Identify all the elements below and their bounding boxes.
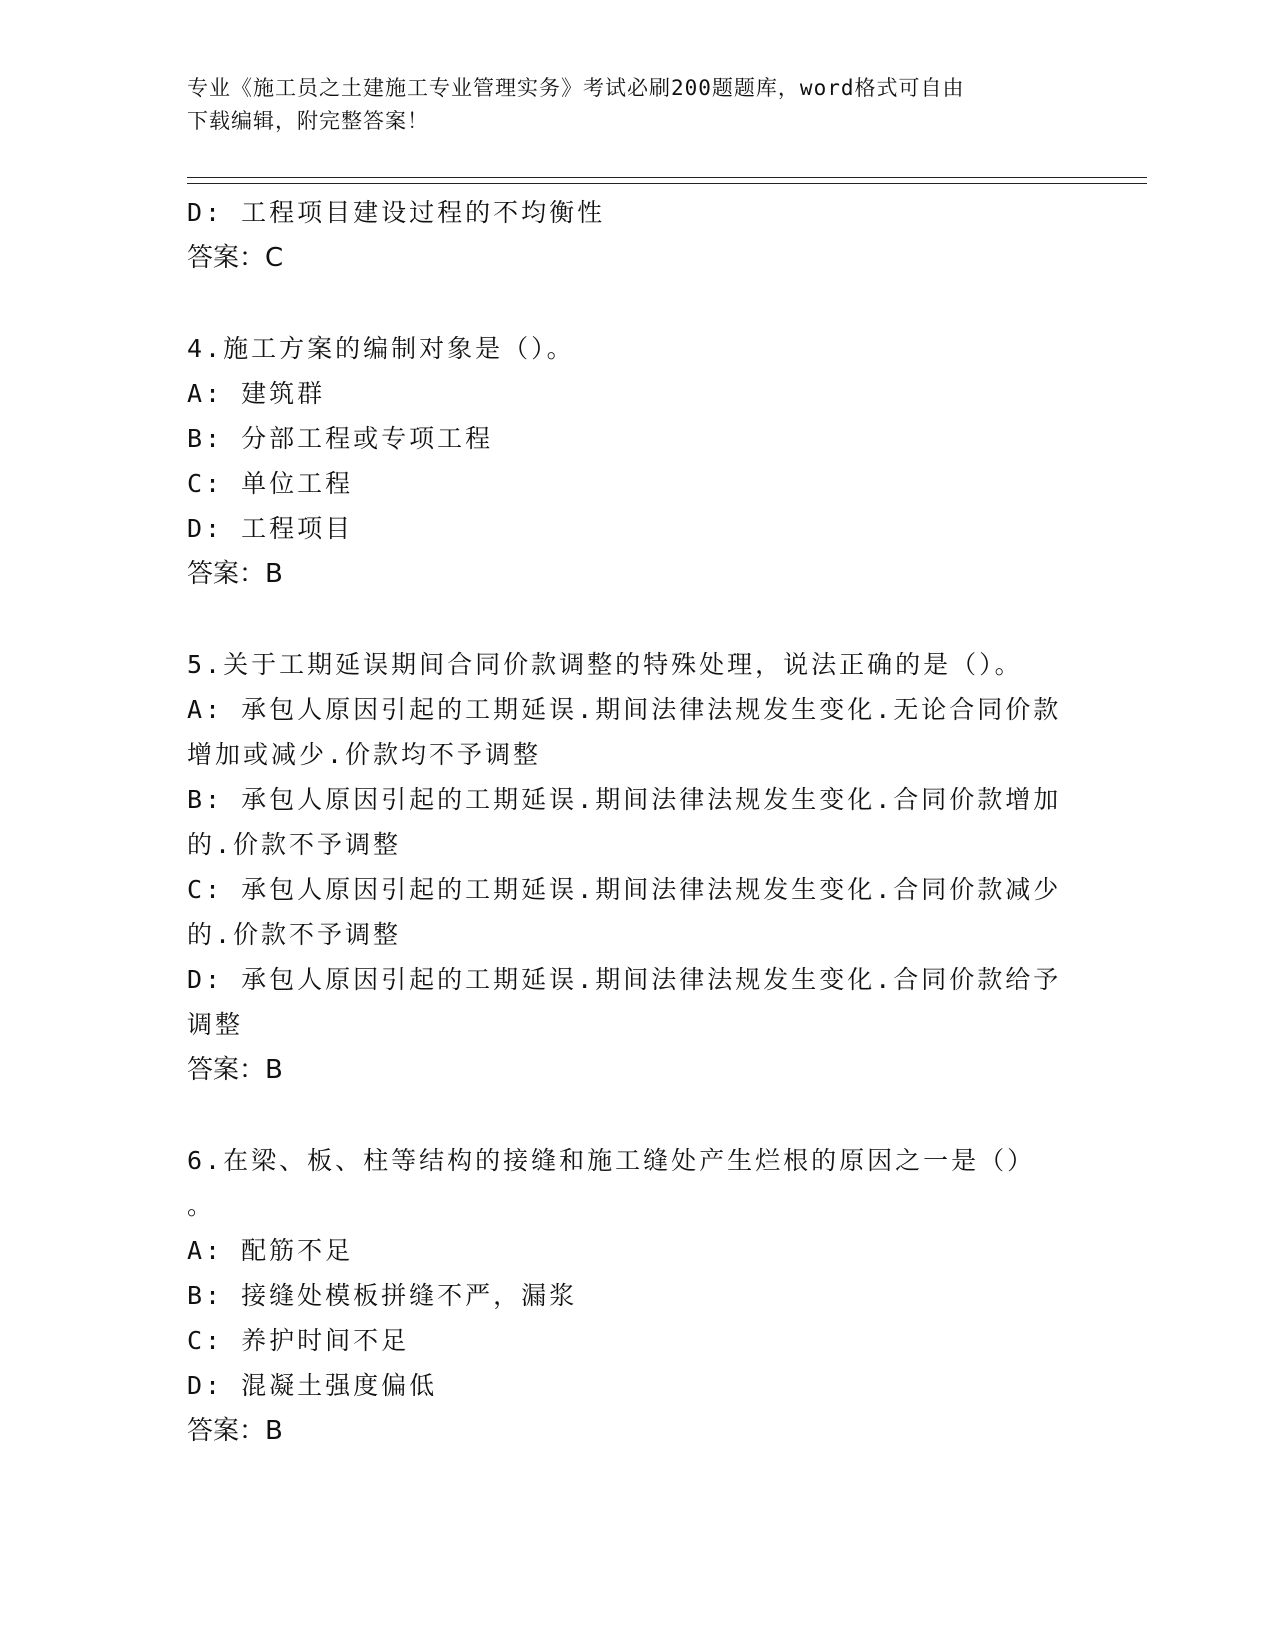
header-line-2: 下载编辑，附完整答案！ (187, 109, 429, 133)
option-c: C: 养护时间不足 (187, 1326, 410, 1355)
option-b: B: 分部工程或专项工程 (187, 424, 494, 453)
option-a-line-1: A: 承包人原因引起的工期延误.期间法律法规发生变化.无论合同价款 (187, 695, 1062, 724)
option-c: C: 单位工程 (187, 469, 354, 498)
option-a: A: 配筋不足 (187, 1236, 354, 1265)
answer: 答案：B (187, 559, 283, 589)
option-c-line-1: C: 承包人原因引起的工期延误.期间法律法规发生变化.合同价款减少 (187, 875, 1062, 904)
question-text: 5.关于工期延误期间合同价款调整的特殊处理，说法正确的是（）。 (187, 650, 1023, 679)
question-text-line-1: 6.在梁、板、柱等结构的接缝和施工缝处产生烂根的原因之一是（） (187, 1146, 1036, 1175)
option-d: D: 工程项目 (187, 514, 354, 543)
option-d-line-1: D: 承包人原因引起的工期延误.期间法律法规发生变化.合同价款给予 (187, 965, 1062, 994)
question-4 (187, 326, 1087, 597)
option-d: D: 混凝土强度偏低 (187, 1371, 438, 1400)
question-text: 4.施工方案的编制对象是（）。 (187, 334, 575, 363)
header-line-1: 专业《施工员之土建施工专业管理实务》考试必刷200题题库，word格式可自由 (187, 76, 965, 100)
document-header (187, 72, 1067, 138)
header-divider-top (187, 177, 1147, 178)
question-5 (187, 642, 1087, 1093)
answer: 答案：C (187, 243, 284, 273)
option-b: B: 接缝处模板拼缝不严，漏浆 (187, 1281, 578, 1310)
question-list (187, 190, 1087, 1454)
question-6 (187, 1138, 1087, 1454)
option-a: A: 建筑群 (187, 379, 326, 408)
option-b-line-1: B: 承包人原因引起的工期延误.期间法律法规发生变化.合同价款增加 (187, 785, 1062, 814)
option-c-line-2: 的.价款不予调整 (187, 920, 402, 949)
question-3-tail (187, 190, 1087, 281)
option-d-line-2: 调整 (187, 1010, 244, 1039)
option-d: D: 工程项目建设过程的不均衡性 (187, 198, 606, 227)
option-a-line-2: 增加或减少.价款均不予调整 (187, 740, 542, 769)
answer: 答案：B (187, 1055, 283, 1085)
answer: 答案：B (187, 1416, 283, 1446)
header-divider-bottom (187, 183, 1147, 184)
question-text-line-2: 。 (187, 1191, 213, 1220)
option-b-line-2: 的.价款不予调整 (187, 830, 402, 859)
